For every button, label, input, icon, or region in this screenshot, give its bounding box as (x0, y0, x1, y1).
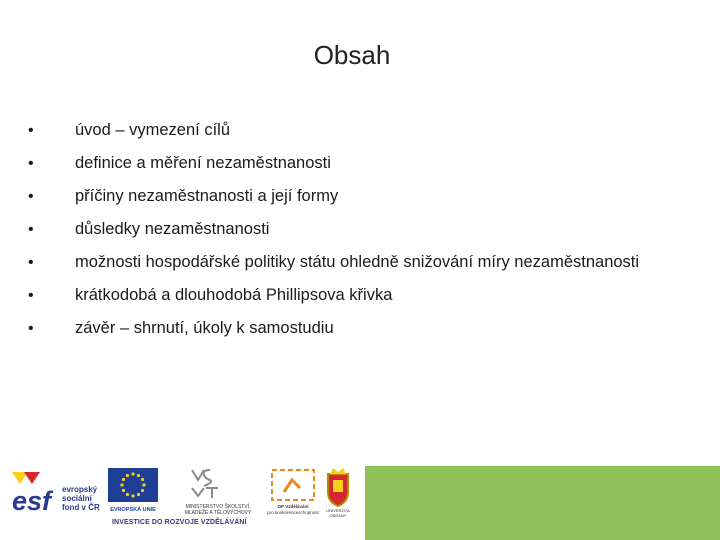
crest-book-icon (333, 480, 343, 492)
eu-flag-logo (106, 468, 160, 516)
slide-title: Obsah (313, 40, 391, 70)
op-frame-icon (272, 470, 314, 500)
univ-line: UNIVERZITA (326, 508, 350, 513)
bullet-text: příčiny nezaměstnanosti a její formy (75, 187, 339, 205)
eu-star-icon (126, 474, 129, 477)
eu-star-icon (141, 478, 144, 481)
bullet-text: krátkodobá a dlouhodobá Phillipsova křivka (75, 286, 393, 304)
bullet-text: definice a měření nezaměstnanosti (75, 154, 331, 172)
eu-star-icon (142, 483, 145, 486)
eu-star-icon (122, 478, 125, 481)
msmt-line: MLÁDEŽE A TĚLOVÝCHOVY (184, 510, 252, 516)
bullet-dot-icon: • (28, 287, 34, 304)
eu-star-icon (131, 494, 134, 497)
bullet-text: úvod – vymezení cílů (75, 121, 230, 139)
bullet-dot-icon: • (28, 254, 34, 271)
footer-caption: INVESTICE DO ROZVOJE VZDĚLÁVÁNÍ (112, 519, 247, 526)
esf-line: sociální (62, 494, 92, 503)
eu-star-icon (120, 483, 123, 486)
bullet-text: možnosti hospodářské politiky státu ohledně snižování míry nezaměstnanosti (75, 253, 640, 271)
eu-star-icon (131, 472, 134, 475)
op-vk-logo (262, 466, 324, 518)
bullet-list (28, 120, 648, 351)
bullet-text: důsledky nezaměstnanosti (75, 220, 270, 238)
op-line: pro konkurenceschopnost (267, 510, 319, 515)
bullet-item (28, 219, 648, 240)
footer-green-bar (365, 466, 720, 540)
bullet-item (28, 153, 648, 174)
eu-star-icon (126, 493, 129, 496)
bullet-item (28, 186, 648, 207)
msmt-logo (178, 466, 258, 518)
bullet-dot-icon: • (28, 122, 34, 139)
msmt-emblem-icon (192, 470, 218, 498)
esf-line: fond v ČR (62, 503, 100, 512)
bullet-item (28, 252, 648, 273)
bullet-dot-icon: • (28, 188, 34, 205)
eu-star-icon (137, 493, 140, 496)
bullet-item (28, 120, 648, 141)
esf-line: evropský (62, 485, 98, 494)
bullet-dot-icon: • (28, 155, 34, 172)
bullet-item (28, 285, 648, 306)
bullet-dot-icon: • (28, 221, 34, 238)
eu-label: EVROPSKÁ UNIE (110, 507, 156, 513)
esf-triangle-icon (24, 472, 40, 484)
msmt-line: MINISTERSTVO ŠKOLSTVÍ, (185, 504, 251, 510)
univ-line: OBRANY (329, 513, 347, 518)
bullet-dot-icon: • (28, 320, 34, 337)
eu-star-icon (122, 489, 125, 492)
esf-logo (10, 470, 106, 522)
crest-crown-icon (330, 468, 346, 474)
university-crest-logo (320, 466, 356, 518)
op-line: OP Vzdělávání (277, 504, 309, 509)
eu-star-icon (137, 474, 140, 477)
esf-wordmark: esf (12, 486, 52, 516)
bullet-item (28, 318, 648, 339)
eu-star-icon (141, 489, 144, 492)
bullet-text: závěr – shrnutí, úkoly k samostudiu (75, 319, 334, 337)
